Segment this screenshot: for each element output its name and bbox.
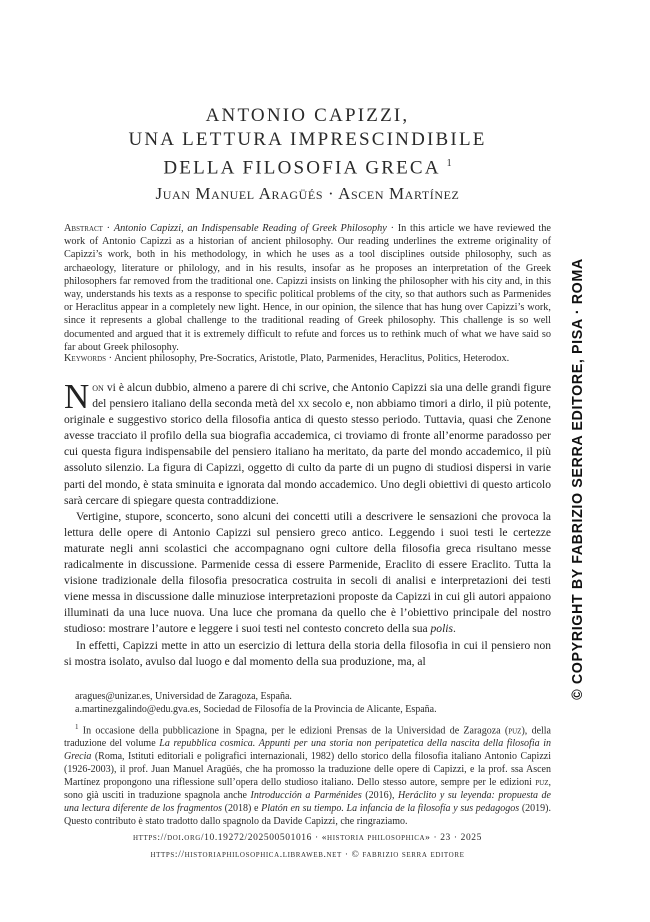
opening-small-caps: on <box>92 382 104 394</box>
title-line-1: ANTONIO CAPIZZI, <box>205 105 410 126</box>
affiliation-2: a.martinezgalindo@edu.gva.es, Sociedad de Filosofía de la Provincia de Alicante, España. <box>75 704 437 715</box>
paragraph-3: In effetti, Capizzi mette in atto un esercizio di lettura della storia della filosofia in cui il pensiero non si mostra isolato, avulso dal luogo e dal momento della sua produzione, ma, al <box>64 639 551 668</box>
footnote-book-4: Platón en su tiempo. La infancia de la filosofía y sus pedagogos <box>261 803 520 815</box>
abstract-label: Abstract <box>64 223 103 234</box>
paragraph-1-text-b: secolo e, non abbiamo timori a dirlo, il più potente, originale e suggestivo storico della filosofia antica di questo stesso periodo. Tuttavia, quasi che Zenone avesse tracciato il profilo della sua biografia accademica, ci troviamo di fronte all’enorme paradosso per cui questa figura indispensabile del pensiero italiano ha meritato, da parte del mondo accademico, il più assoluto silenzio. La figura di Capizzi, oggetto di culto da parte di un pugno di studiosi dispersi in varie parti del mondo, è stata sminuita e ignorata dal mondo accademico. Uno degli obiettivi di questo articolo sarà cercare di spiegare questa contraddizione. <box>64 398 551 507</box>
footnote-1-marker: 1 <box>75 723 79 731</box>
title-footnote-marker[interactable]: 1 <box>446 158 452 169</box>
paragraph-2-text: Vertigine, stupore, sconcerto, sono alcuni dei concetti utili a descrivere le sensazioni che provoca la lettura delle opere di Antonio Capizzi sul pensiero greco antico. Leggendo i suoi testi le certezze maturate negli anni scolastici che accompagnano ogni cultore della filosofia greca risultano messe radicalmente in discussione. Parmenide cessa di essere Parmenide, Eraclito di essere Eraclito. Tutta la visione tradizionale della filosofia presocratica costruita in secoli di analisi e interpretazioni dei testi viene messa in discussione dalle minuziose interpretazioni proposte da Capizzi in cui gli autori appaiono illuminati da una luce nuova. Una luce che promana da quello che è l’obiettivo principale del nostro studioso: mostrare l’autore e leggere i suoi testi nel contesto concreto della sua <box>64 510 551 636</box>
article-title <box>64 104 551 180</box>
authors: Juan Manuel Aragüés · Ascen Martínez <box>155 184 460 203</box>
side-copyright <box>567 244 589 714</box>
title-line-3 <box>64 152 551 180</box>
footnote-text-d: , sono già usciti in traduzione spagnola anche <box>64 777 551 802</box>
footnote-text-b: ), della traduzione del volume <box>64 725 551 750</box>
side-copyright-text: © COPYRIGHT BY FABRIZIO SERRA EDITORE, PISA · ROMA <box>570 258 586 700</box>
paragraph-2 <box>64 509 551 638</box>
title-line-2: UNA LETTURA IMPRESCINDIBILE <box>128 129 487 150</box>
paragraph-1-text-a: vi è alcun dubbio, almeno a parere di chi scrive, che Antonio Capizzi sia una delle grandi figure del pensiero italiano della seconda metà del <box>92 382 551 411</box>
footnote-text-g: (2019). Questo contributo è stato tradotto dallo spagnolo da Davide Capizzi, che ringraziamo. <box>64 803 551 828</box>
affiliation-1: aragues@unizar.es, Universidad de Zaragoza, España. <box>75 691 292 702</box>
century-numeral: xx <box>297 398 310 411</box>
website-line[interactable]: https://historiaphilosophica.libraweb.net · © fabrizio serra editore <box>150 850 465 860</box>
doi-line[interactable]: https://doi.org/10.19272/202500501016 · «historia philosophica» · 23 · 2025 <box>132 833 483 843</box>
keywords <box>64 352 551 365</box>
drop-cap: N <box>64 377 90 416</box>
title-line-3-text: DELLA FILOSOFIA GRECA <box>163 157 440 179</box>
keywords-text: Ancient philosophy, Pre-Socratics, Aristotle, Plato, Parmenides, Heraclitus, Politics, Heterodox. <box>114 353 510 364</box>
footnote-book-2: Introducción a Parménides <box>250 790 362 802</box>
footnote-text-c: (Roma, Istituti editoriali e poligrafici internazionali, 1982) dello storico della filosofia italiano Antonio Capizzi (1926-2003), il prof. Juan Manuel Aragüés, che ha promosso la traduzione delle opere di Capizzi, e la prof. ssa Ascen Martínez propongono una riflessione sull’opera dello studioso italiano. Dello stesso autore, sempre per le edizioni <box>64 751 551 789</box>
article-body <box>64 377 551 670</box>
footnote-text-a: In occasione della pubblicazione in Spagna, per le edizioni Prensas de la Universidad de Zaragoza ( <box>82 725 509 737</box>
footnote-puz-2: puz <box>535 777 549 789</box>
footnote-book-1: La repubblica cosmica. Appunti per una storia non peripatetica della nascita della filosofia in Grecia <box>64 738 551 763</box>
abstract-title: Antonio Capizzi, an Indispensable Reading of Greek Philosophy <box>113 223 387 234</box>
footnote-1 <box>64 721 551 828</box>
abstract-separator: · <box>102 223 114 234</box>
footnote-puz: puz <box>508 725 522 737</box>
footnotes <box>64 690 551 828</box>
keywords-label: Keywords <box>64 353 107 364</box>
paragraph-1 <box>64 377 551 509</box>
abstract-separator-2: · <box>386 223 398 234</box>
footnote-text-e: (2016), <box>361 790 399 802</box>
page-footer <box>64 830 551 864</box>
abstract <box>64 222 551 354</box>
polis-term: polis <box>430 623 453 636</box>
keywords-separator: · <box>106 353 115 364</box>
abstract-text: In this article we have reviewed the work of Antonio Capizzi as a historian of ancient philosophy. Our reading underlines the extreme originality of Capizzi’s work, both in his methodology, in which he uses as a tool disciplines outside philosophy, such as archaeology, literature or philology, and in his results, insofar as he proposes an interpretation of the Greek philosophers far removed from the traditional one. Capizzi insists on linking the philosopher with his city and, in this way, understands his texts as a response to specific political problems of the city, so that authors such as Parmenides or Heraclitus appear in a completely new light. Hence, in our opinion, the silence that has hung over Capizzi’s work, since it represents a global challenge to the traditional reading of Greek philosophy. This challenge is so well documented and argued that it is extremely difficult to refute and forces us to rethink much of what we have said so far about Greek philosophy. <box>64 223 552 353</box>
paragraph-2-end: . <box>452 623 456 636</box>
footnote-book-3: Heráclito y su leyenda: propuesta de una lectura diferente de los fragmentos <box>64 790 551 815</box>
footnote-text-f: (2018) e <box>221 803 262 815</box>
